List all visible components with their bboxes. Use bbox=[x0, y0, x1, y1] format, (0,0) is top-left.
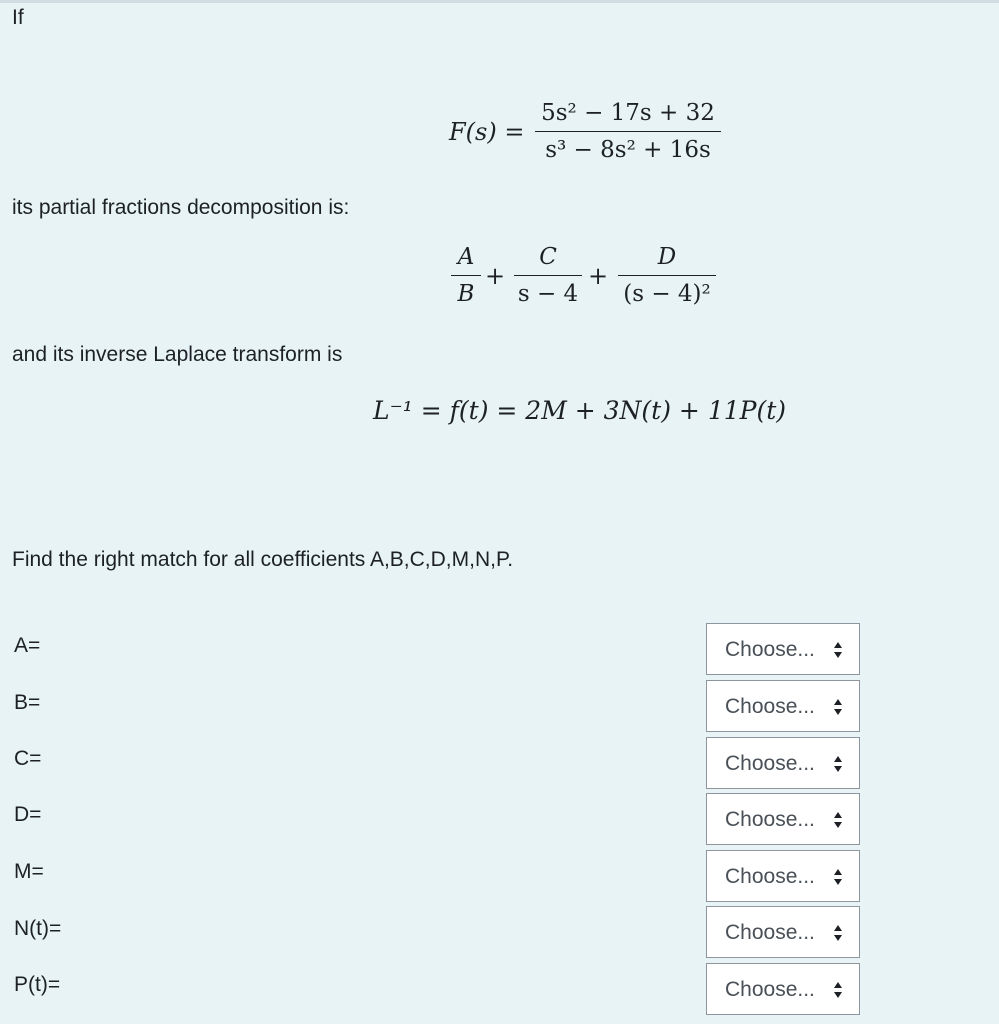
equation-numerator: 5s² − 17s + 32 bbox=[541, 100, 715, 126]
fraction-c-over-s-minus-4 bbox=[514, 244, 582, 307]
equation-denominator: s³ − 8s² + 16s bbox=[545, 137, 711, 164]
label-a: A= bbox=[14, 634, 41, 657]
label-c: C= bbox=[14, 747, 42, 770]
sort-arrows-icon bbox=[833, 755, 843, 773]
inverse-laplace-equation: L⁻¹ = f(t) = 2M + 3N(t) + 11P(t) bbox=[373, 396, 787, 425]
sort-arrows-icon bbox=[833, 698, 843, 716]
term1-numerator: A bbox=[457, 244, 475, 270]
fraction-bar bbox=[618, 275, 716, 276]
select-value: Choose... bbox=[725, 638, 815, 661]
term3-denominator: (s − 4)² bbox=[623, 281, 711, 308]
term2-numerator: C bbox=[539, 244, 557, 270]
label-p: P(t)= bbox=[14, 973, 61, 996]
select-value: Choose... bbox=[725, 808, 815, 831]
term1-denominator: B bbox=[457, 281, 475, 308]
label-b: B= bbox=[14, 691, 41, 714]
term3-numerator: D bbox=[657, 244, 677, 270]
label-m: M= bbox=[14, 860, 44, 883]
intro-text: If bbox=[12, 6, 24, 29]
sort-arrows-icon bbox=[833, 868, 843, 886]
select-value: Choose... bbox=[725, 695, 815, 718]
sort-arrows-icon bbox=[833, 811, 843, 829]
select-value: Choose... bbox=[725, 921, 815, 944]
sort-arrows-icon bbox=[833, 981, 843, 999]
select-value: Choose... bbox=[725, 978, 815, 1001]
fraction-d-over-s-minus-4-squared bbox=[618, 244, 716, 307]
inverse-laplace-label: and its inverse Laplace transform is bbox=[12, 343, 343, 366]
select-m[interactable] bbox=[706, 850, 860, 902]
select-d[interactable] bbox=[706, 793, 860, 845]
select-value: Choose... bbox=[725, 752, 815, 775]
select-b[interactable] bbox=[706, 680, 860, 732]
fraction-a-over-b bbox=[451, 244, 481, 307]
select-value: Choose... bbox=[725, 865, 815, 888]
sort-arrows-icon bbox=[833, 924, 843, 942]
fraction-bar bbox=[535, 131, 721, 132]
label-n: N(t)= bbox=[14, 917, 62, 940]
equation-lhs: F(s) = bbox=[449, 118, 525, 146]
select-p[interactable] bbox=[706, 963, 860, 1015]
fraction-bar bbox=[451, 275, 481, 276]
plus-sign: + bbox=[485, 262, 506, 290]
instruction-text: Find the right match for all coefficients A,B,C,D,M,N,P. bbox=[12, 548, 514, 571]
decomposition-label: its partial fractions decomposition is: bbox=[12, 196, 350, 219]
sort-arrows-icon bbox=[833, 641, 843, 659]
fraction-bar bbox=[514, 275, 582, 276]
select-a[interactable] bbox=[706, 623, 860, 675]
top-divider bbox=[0, 0, 999, 3]
select-n[interactable] bbox=[706, 906, 860, 958]
equation-fraction bbox=[535, 100, 721, 163]
term2-denominator: s − 4 bbox=[517, 281, 579, 308]
label-d: D= bbox=[14, 803, 42, 826]
select-c[interactable] bbox=[706, 737, 860, 789]
plus-sign: + bbox=[588, 262, 609, 290]
